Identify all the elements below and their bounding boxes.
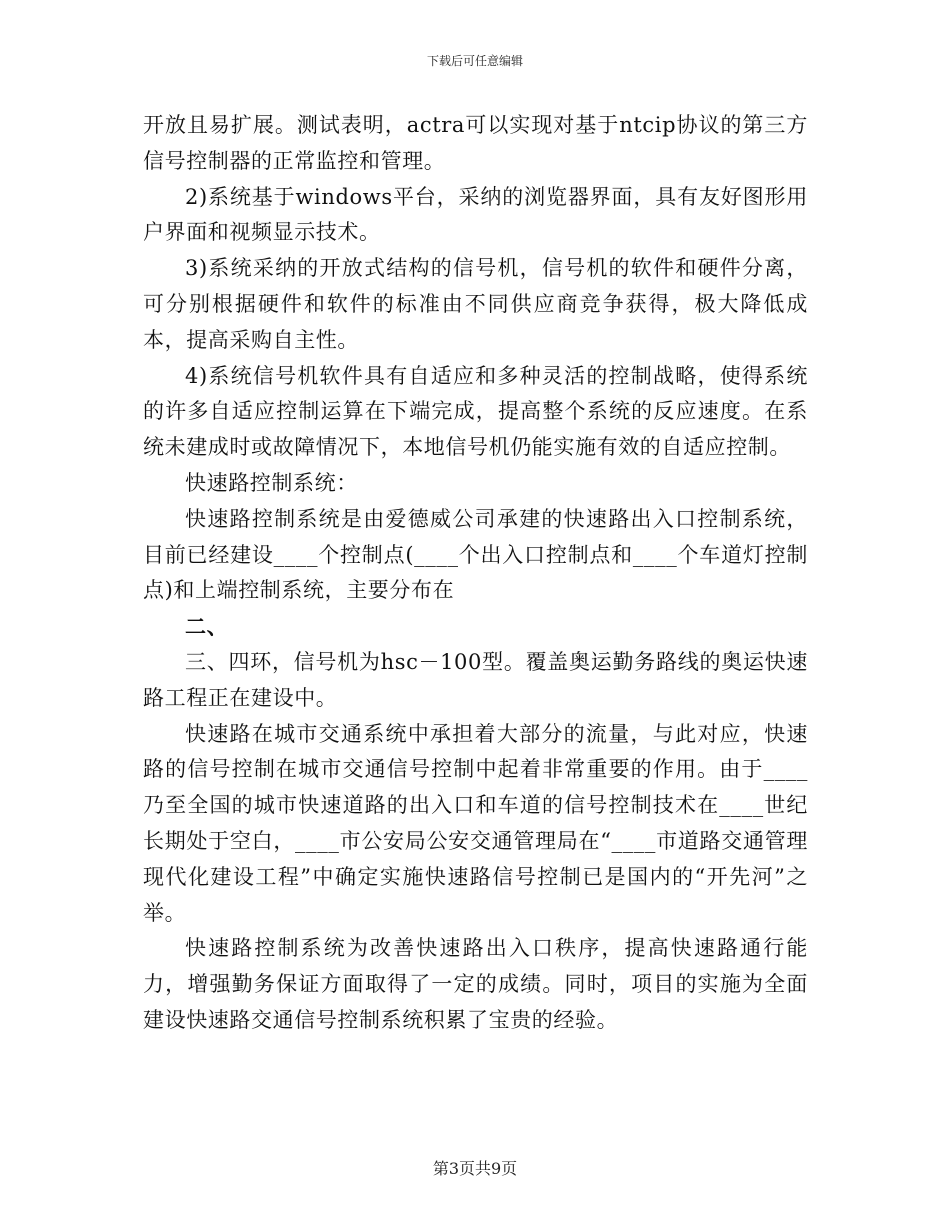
- paragraph-point-2: 2)系统基于windows平台，采纳的浏览器界面，具有友好图形用户界面和视频显示技术。: [143, 184, 808, 245]
- paragraph-expressway-importance: 快速路在城市交通系统中承担着大部分的流量，与此对应，快速路的信号控制在城市交通信号控制中起着非常重要的作用。由于____乃至全国的城市快速道路的出入口和车道的信号控制技术在____世纪长期处于空白，____市公安局公安交通管理局在“____市道路交通管理现代化建设工程”中确定实施快速路信号控制已是国内的“开先河”之举。: [143, 721, 808, 925]
- section-heading-expressway: 快速路控制系统：: [185, 470, 358, 495]
- paragraph-point-4: 4)系统信号机软件具有自适应和多种灵活的控制战略，使得系统的许多自适应控制运算在下端完成，提高整个系统的反应速度。在系统未建成时或故障情况下，本地信号机仍能实施有效的自适应控制。: [143, 363, 808, 460]
- paragraph-expressway-overview: 快速路控制系统是由爱德威公司承建的快速路出入口控制系统，目前已经建设____个控制点(____个出入口控制点和____个车道灯控制点)和上端控制系统，主要分布在: [143, 506, 808, 603]
- paragraph-three: 三、四环，信号机为hsc－100型。覆盖奥运勤务路线的奥运快速路工程正在建设中。: [143, 649, 808, 710]
- heading-two: 二、: [185, 614, 229, 640]
- page-header-note: 下载后可任意编辑: [426, 54, 523, 68]
- paragraph-expressway-results: 快速路控制系统为改善快速路出入口秩序，提高快速路通行能力，增强勤务保证方面取得了一定的成绩。同时，项目的实施为全面建设快速路交通信号控制系统积累了宝贵的经验。: [143, 936, 808, 1032]
- paragraph-point-3: 3)系统采纳的开放式结构的信号机，信号机的软件和硬件分离，可分别根据硬件和软件的标准由不同供应商竞争获得，极大降低成本，提高采购自主性。: [143, 256, 808, 352]
- paragraph-intro-continuation: 开放且易扩展。测试表明，actra可以实现对基于ntcip协议的第三方信号控制器的正常监控和管理。: [143, 113, 808, 173]
- page-number-footer: 第3页共9页: [432, 1159, 518, 1178]
- document-body: [143, 108, 808, 1039]
